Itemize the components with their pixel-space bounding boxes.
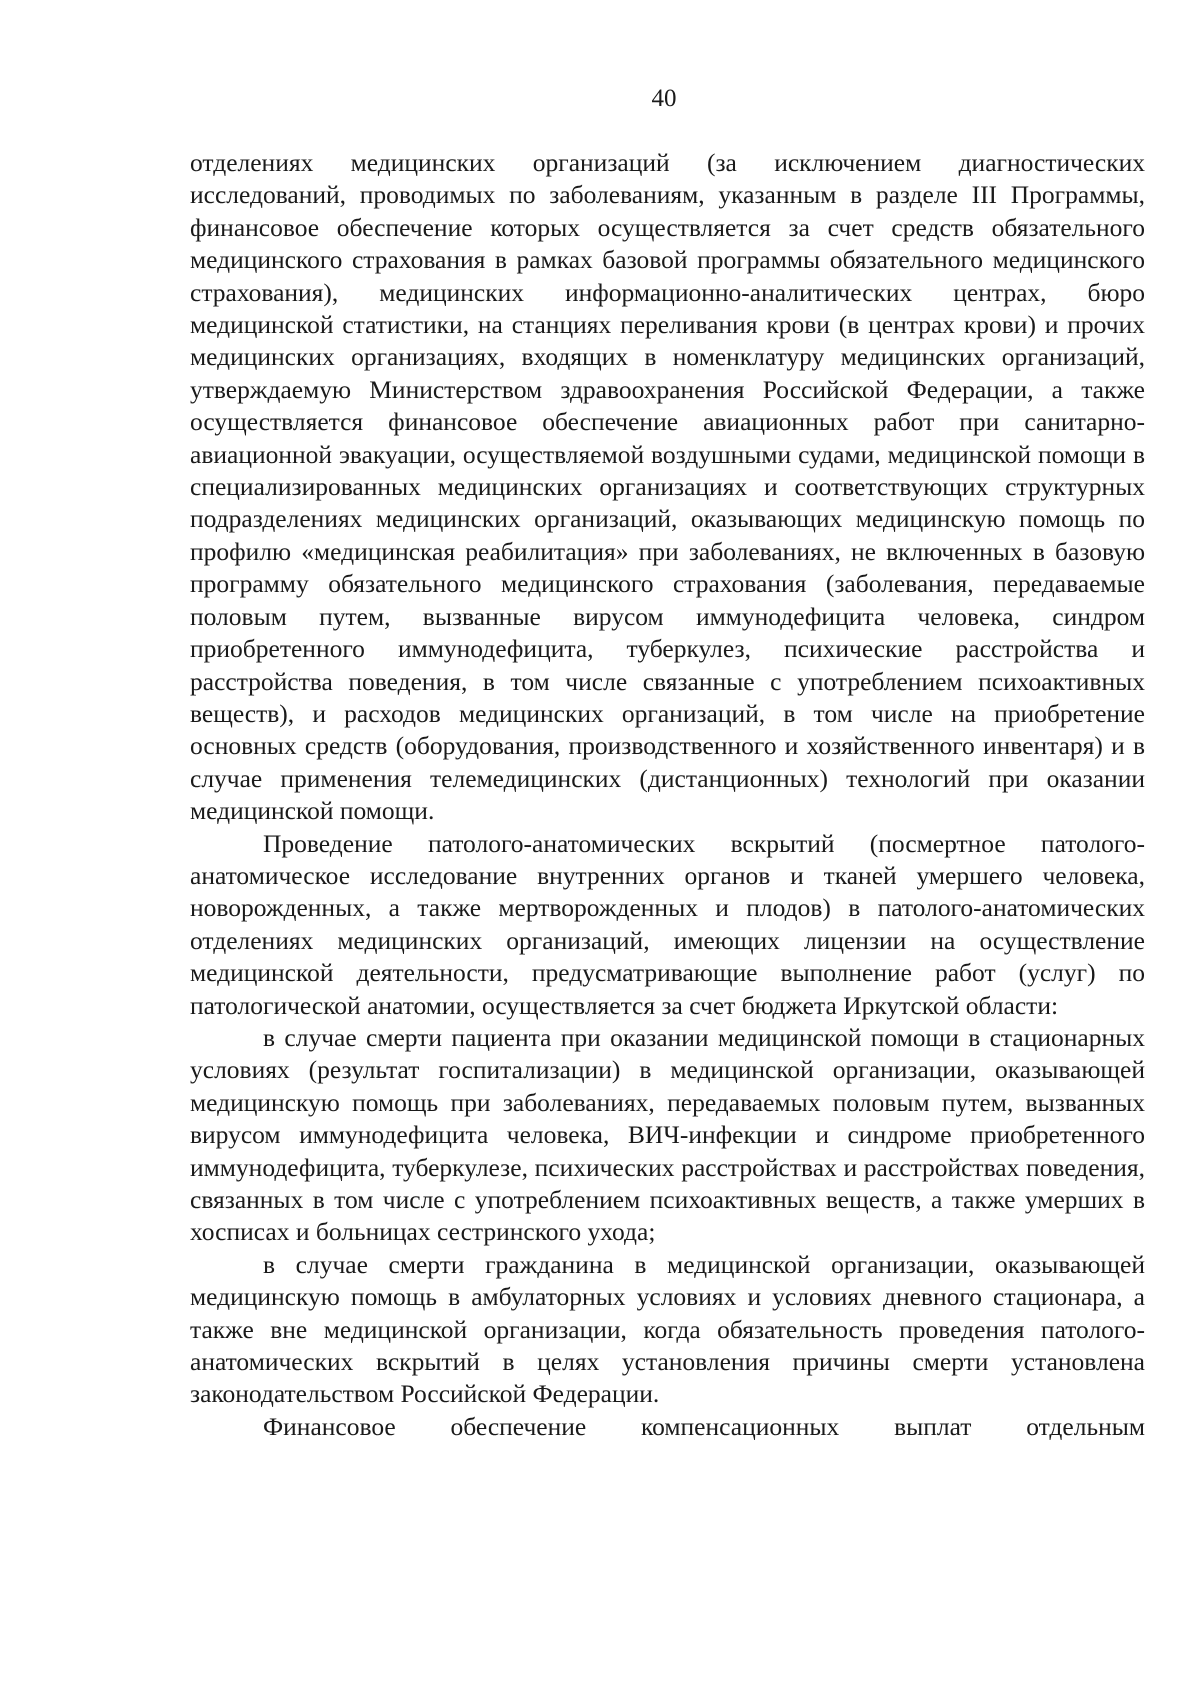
page-number: 40 (651, 85, 677, 112)
document-body (190, 147, 1145, 1443)
paragraph-autopsy-financing: Проведение патолого-анатомических вскрытий (посмертное патолого-анатомическое исследование внутренних органов и тканей умершего человека, новорожденных, а также мертворожденных и плодов) в патолого-анатомических отделениях медицинских организаций, имеющих лицензии на осуществление медицинской деятельности, предусматривающие выполнение работ (услуг) по патологической анатомии, осуществляется за счет бюджета Иркутской области: (190, 828, 1145, 1020)
paragraph-outpatient-death-case: в случае смерти гражданина в медицинской организации, оказывающей медицинскую помощь в амбулаторных условиях и условиях дневного стационара, а также вне медицинской организации, когда обязательность проведения патолого-анатомических вскрытий в целях установления причины смерти установлена законодательством Российской Федерации. (190, 1249, 1145, 1409)
paragraph-continuation: отделениях медицинских организаций (за исключением диагностических исследований, проводимых по заболеваниям, указанным в разделе III Программы, финансовое обеспечение которых осуществляется за счет средств обязательного медицинского страхования в рамках базовой программы обязательного медицинского страхования), медицинских информационно-аналитических центрах, бюро медицинской статистики, на станциях переливания крови (в центрах крови) и прочих медицинских организациях, входящих в номенклатуру медицинских организаций, утверждаемую Министерством здравоохранения Российской Федерации, а также осуществляется финансовое обеспечение авиационных работ при санитарно-авиационной эвакуации, осуществляемой воздушными судами, медицинской помощи в специализированных медицинских организациях и соответствующих структурных подразделениях медицинских организаций, оказывающих медицинскую помощь по профилю «медицинская реабилитация» при заболеваниях, не включенных в базовую программу обязательного медицинского страхования (заболевания, передаваемые половым путем, вызванные вирусом иммунодефицита человека, синдром приобретенного иммунодефицита, туберкулез, психические расстройства и расстройства поведения, в том числе связанные с употреблением психоактивных веществ), и расходов медицинских организаций, в том числе на приобретение основных средств (оборудования, производственного и хозяйственного инвентаря) и в случае применения телемедицинских (дистанционных) технологий при оказании медицинской помощи. (190, 148, 1145, 826)
paragraph-compensation-payments: Финансовое обеспечение компенсационных выплат отдельным (263, 1411, 1145, 1441)
paragraph-inpatient-death-case: в случае смерти пациента при оказании медицинской помощи в стационарных условиях (результат госпитализации) в медицинской организации, оказывающей медицинскую помощь при заболеваниях, передаваемых половым путем, вызванных вирусом иммунодефицита человека, ВИЧ-инфекции и синдроме приобретенного иммунодефицита, туберкулезе, психических расстройствах и расстройствах поведения, связанных в том числе с употреблением психоактивных веществ, а также умерших в хосписах и больницах сестринского ухода; (190, 1022, 1145, 1247)
